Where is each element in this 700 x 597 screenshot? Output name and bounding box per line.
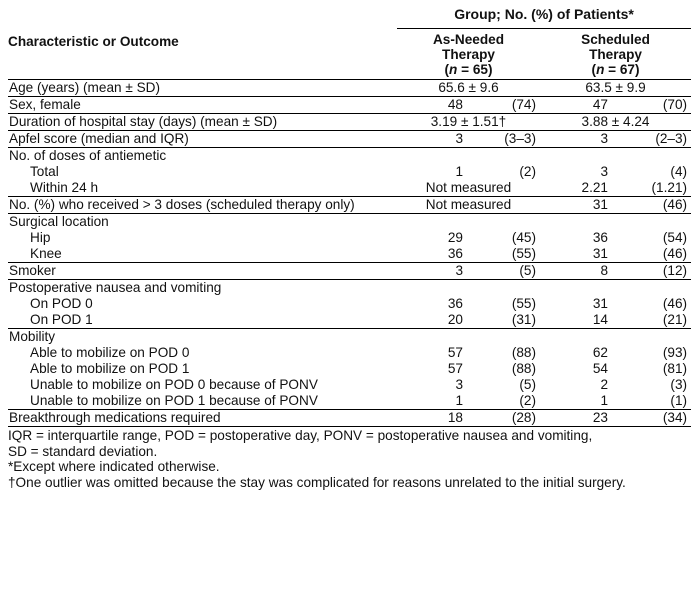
- row-label: Sex, female: [8, 97, 397, 114]
- scheduled-line2: Therapy: [589, 47, 642, 62]
- row-label: Smoker: [8, 263, 397, 280]
- table-row: [8, 214, 691, 231]
- row-label: Age (years) (mean ± SD): [8, 80, 397, 97]
- as-needed-percent: (5): [519, 377, 536, 392]
- scheduled-count: 3: [540, 131, 614, 148]
- scheduled-percent: (46): [614, 246, 691, 263]
- scheduled-count: 36: [592, 230, 608, 245]
- group-header: Group; No. (%) of Patients*: [454, 6, 634, 22]
- scheduled-count: 47: [540, 97, 614, 114]
- row-label: No. (%) who received > 3 doses (scheduled therapy only): [8, 197, 397, 214]
- scheduled-count: 31: [592, 296, 608, 311]
- as-needed-empty: [397, 280, 540, 297]
- as-needed-n: (n = 65): [444, 62, 493, 77]
- scheduled-count: 2.21: [540, 180, 614, 197]
- as-needed-percent: (88): [511, 361, 536, 376]
- as-needed-count: 20: [397, 312, 469, 329]
- as-needed-count: 3: [397, 131, 469, 148]
- footnote-dagger: †One outlier was omitted because the stay was complicated for reasons unrelated to the initial surgery.: [8, 474, 626, 490]
- table-row: [8, 197, 691, 214]
- scheduled-empty: [540, 280, 691, 297]
- scheduled-n: (n = 67): [591, 62, 640, 77]
- as-needed-empty: [397, 214, 540, 231]
- scheduled-percent: (1.21): [614, 180, 691, 197]
- as-needed-count: 29: [447, 230, 463, 245]
- row-label: Able to mobilize on POD 1: [30, 361, 190, 376]
- scheduled-count: 2: [600, 377, 608, 392]
- scheduled-percent: (46): [614, 197, 691, 214]
- table-row: [8, 97, 691, 114]
- scheduled-count: 31: [540, 246, 614, 263]
- row-label: On POD 1: [8, 312, 397, 329]
- scheduled-percent: (3): [670, 377, 688, 392]
- as-needed-line2: Therapy: [442, 47, 495, 62]
- table-row: [8, 246, 691, 263]
- as-needed-count: 3: [397, 263, 469, 280]
- as-needed-empty: [397, 329, 540, 346]
- as-needed-line1: As-Needed: [432, 32, 504, 47]
- row-label: Unable to mobilize on POD 1 because of PONV: [8, 393, 397, 410]
- row-label: Surgical location: [9, 214, 109, 229]
- scheduled-count: 1: [540, 393, 614, 410]
- row-label: Mobility: [9, 329, 56, 344]
- scheduled-empty: [540, 329, 691, 346]
- table-row: [8, 280, 691, 297]
- as-needed-count: 1: [397, 393, 469, 410]
- scheduled-count: 23: [540, 410, 614, 427]
- as-needed-value: 3.19 ± 1.51†: [397, 114, 540, 131]
- results-table-container: [8, 6, 691, 490]
- table-row: [8, 312, 691, 329]
- table-row: [8, 296, 691, 312]
- row-label: Hip: [30, 230, 51, 245]
- scheduled-percent: (4): [670, 164, 688, 179]
- column-header-scheduled: [540, 29, 691, 80]
- table-row: [8, 329, 691, 346]
- table-row: [8, 377, 691, 393]
- row-label: Breakthrough medications required: [8, 410, 397, 427]
- scheduled-count: 3: [600, 164, 608, 179]
- scheduled-line1: Scheduled: [581, 32, 650, 47]
- as-needed-percent: (2): [519, 164, 536, 179]
- table-body: [8, 80, 691, 427]
- column-header-characteristic: Characteristic or Outcome: [8, 29, 397, 80]
- scheduled-count: 31: [540, 197, 614, 214]
- table-row: [8, 114, 691, 131]
- footnote-star: *Except where indicated otherwise.: [8, 459, 220, 474]
- table-row: [8, 148, 691, 165]
- as-needed-percent: (5): [469, 263, 540, 280]
- scheduled-count: 54: [592, 361, 608, 376]
- scheduled-percent: (21): [614, 312, 691, 329]
- as-needed-percent: (45): [511, 230, 536, 245]
- scheduled-percent: (54): [662, 230, 688, 245]
- as-needed-percent: (31): [469, 312, 540, 329]
- table-row: [8, 80, 691, 97]
- scheduled-count: 62: [592, 345, 608, 360]
- table-row: [8, 345, 691, 361]
- table-row: [8, 230, 691, 246]
- table-row: [8, 180, 691, 197]
- table-row: [8, 361, 691, 377]
- row-label: Unable to mobilize on POD 0 because of PONV: [30, 377, 318, 392]
- results-table: [8, 6, 691, 427]
- row-label: Knee: [8, 246, 397, 263]
- scheduled-percent: (34): [614, 410, 691, 427]
- as-needed-value: Not measured: [397, 180, 540, 197]
- scheduled-percent: (12): [614, 263, 691, 280]
- scheduled-count: 14: [540, 312, 614, 329]
- as-needed-percent: (2): [469, 393, 540, 410]
- scheduled-percent: (46): [662, 296, 688, 311]
- scheduled-percent: (2–3): [614, 131, 691, 148]
- as-needed-count: 18: [397, 410, 469, 427]
- scheduled-value: 63.5 ± 9.9: [540, 80, 691, 97]
- as-needed-percent: (28): [469, 410, 540, 427]
- row-label: No. of doses of antiemetic: [9, 148, 167, 163]
- as-needed-empty: [397, 148, 540, 165]
- row-label: Postoperative nausea and vomiting: [9, 280, 222, 295]
- row-label: Apfel score (median and IQR): [8, 131, 397, 148]
- as-needed-percent: (55): [511, 296, 536, 311]
- row-label: Duration of hospital stay (days) (mean ± SD): [8, 114, 397, 131]
- as-needed-count: 36: [447, 296, 463, 311]
- table-row: [8, 164, 691, 180]
- row-label: Able to mobilize on POD 0: [30, 345, 190, 360]
- scheduled-percent: (70): [614, 97, 691, 114]
- scheduled-value: 3.88 ± 4.24: [540, 114, 691, 131]
- as-needed-percent: (74): [469, 97, 540, 114]
- as-needed-percent: (3–3): [469, 131, 540, 148]
- scheduled-count: 8: [540, 263, 614, 280]
- scheduled-percent: (81): [662, 361, 688, 376]
- scheduled-percent: (1): [614, 393, 691, 410]
- as-needed-percent: (88): [511, 345, 536, 360]
- scheduled-percent: (93): [662, 345, 688, 360]
- scheduled-empty: [540, 214, 691, 231]
- header-spacer: [8, 6, 397, 29]
- table-row: [8, 131, 691, 148]
- table-footnotes: [8, 428, 691, 490]
- footnote-abbreviations-2: SD = standard deviation.: [8, 443, 158, 459]
- as-needed-count: 48: [397, 97, 469, 114]
- table-row: [8, 393, 691, 410]
- column-header-as-needed: [397, 29, 540, 80]
- as-needed-count: 57: [447, 361, 463, 376]
- scheduled-empty: [540, 148, 691, 165]
- footnote-abbreviations-1: IQR = interquartile range, POD = postoperative day, PONV = postoperative nausea and vomiting,: [8, 428, 593, 443]
- as-needed-count: 57: [447, 345, 463, 360]
- table-row: [8, 263, 691, 280]
- as-needed-value: Not measured: [397, 197, 540, 214]
- row-label: Within 24 h: [8, 180, 397, 197]
- row-label: Total: [30, 164, 59, 179]
- as-needed-percent: (55): [469, 246, 540, 263]
- row-label: On POD 0: [30, 296, 93, 311]
- as-needed-count: 36: [397, 246, 469, 263]
- as-needed-value: 65.6 ± 9.6: [397, 80, 540, 97]
- as-needed-count: 3: [455, 377, 463, 392]
- as-needed-count: 1: [455, 164, 463, 179]
- table-row: [8, 410, 691, 427]
